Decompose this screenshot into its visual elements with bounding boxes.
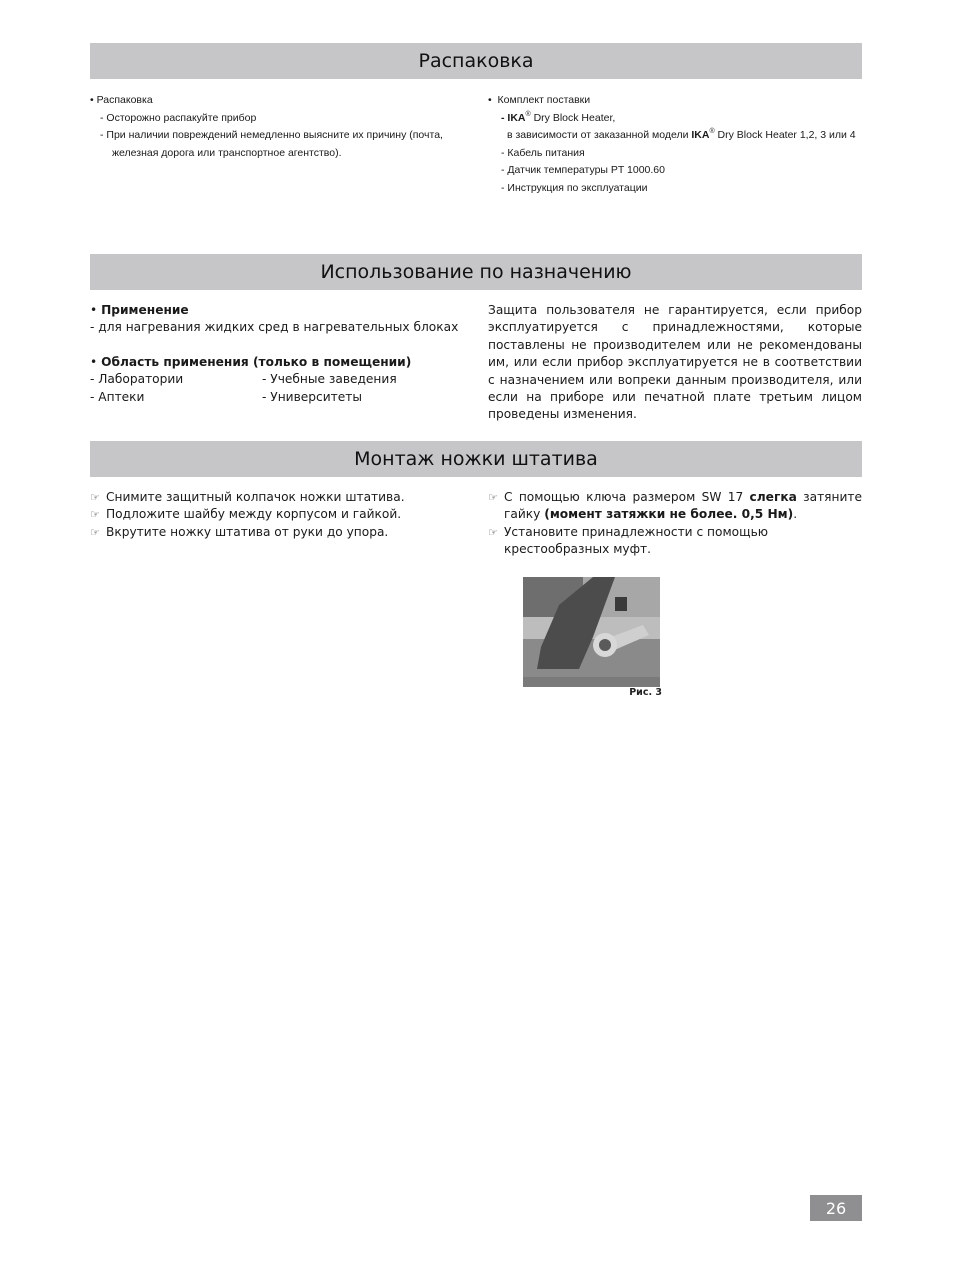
- bullet: •: [90, 354, 98, 369]
- delivery-scope-column: [488, 92, 862, 197]
- area-heading-text: Область применения (только в помещении): [101, 354, 412, 369]
- list-item: - Университеты: [262, 389, 362, 404]
- unpacking-heading-text: Распаковка: [96, 94, 153, 106]
- pointing-hand-icon: ☞: [90, 525, 100, 539]
- application-text: - для нагревания жидких сред в нагревательных блоках: [90, 320, 459, 335]
- section-title-unpacking: [90, 43, 862, 79]
- area-heading: [90, 354, 470, 371]
- list-item: - Учебные заведения: [262, 372, 397, 387]
- pointing-hand-icon: ☞: [488, 525, 498, 539]
- list-item: - Осторожно распакуйте прибор: [100, 111, 257, 124]
- list-item: [488, 127, 862, 145]
- list-item: - Лаборатории: [90, 372, 184, 387]
- pointing-hand-icon: ☞: [488, 491, 498, 504]
- section-title-text: Монтаж ножки штатива: [354, 448, 598, 470]
- application-heading: [90, 302, 470, 319]
- delivery-heading: [488, 92, 862, 110]
- unpacking-left-column: [90, 92, 470, 162]
- wrench-illustration: [523, 577, 660, 687]
- model-suffix: Dry Block Heater 1,2, 3 или 4: [714, 129, 856, 141]
- list-item: железная дорога или транспортное агентство).: [112, 146, 342, 159]
- page-number: [810, 1195, 862, 1221]
- model-prefix: в зависимости от заказанной модели: [507, 129, 692, 141]
- step-item: [488, 489, 862, 524]
- bullet: •: [90, 94, 94, 106]
- stand-steps-left: [90, 489, 470, 541]
- step-text: Снимите защитный колпачок ножки штатива.: [106, 490, 405, 504]
- step-text: Вкрутите ножку штатива от руки до упора.: [106, 524, 389, 539]
- registered-mark: ®: [709, 128, 715, 135]
- section-title-text: Использование по назначению: [320, 261, 632, 283]
- step-text-part: затяните гайку: [504, 490, 862, 522]
- section-title-text: Распаковка: [418, 50, 534, 72]
- step-text-bold: слегка: [749, 490, 797, 504]
- section-title-stand-mounting: [90, 441, 862, 477]
- step-text-part: С помощью ключа размером SW 17: [504, 490, 750, 504]
- figure-caption: Рис. 3: [629, 687, 662, 698]
- brand-text: IKA: [691, 129, 710, 141]
- page-number-text: 26: [825, 1198, 847, 1218]
- step-text: Установите принадлежности с помощью крестообразных муфт.: [504, 524, 769, 557]
- step-text: Подложите шайбу между корпусом и гайкой.: [106, 507, 402, 522]
- list-item: - Датчик температуры PT 1000.60: [501, 164, 665, 176]
- step-text-part: .: [793, 507, 798, 522]
- list-item: - Аптеки: [90, 389, 145, 404]
- bullet: •: [90, 303, 98, 317]
- step-item: [488, 524, 862, 559]
- intended-use-left-column: [90, 302, 470, 406]
- registered-mark: ®: [525, 110, 531, 118]
- pointing-hand-icon: ☞: [90, 508, 100, 522]
- pointing-hand-icon: ☞: [90, 491, 100, 504]
- protection-paragraph: [488, 302, 862, 424]
- figure-3-photo: [523, 577, 660, 687]
- list-item: [488, 110, 862, 128]
- step-text-bold: (момент затяжки не более. 0,5 Нм): [544, 507, 794, 522]
- protection-text: Защита пользователя не гарантируется, если прибор эксплуатируется с принадлежностями, которые поставлены не производителем или не рекомендованы им, или если прибор эксплуатируется не в соответствии с назначением или вопреки данным производителя, или если на приборе или печатной плате третьим лицом проведены изменения.: [488, 303, 862, 422]
- list-item: - Кабель питания: [501, 146, 585, 159]
- stand-steps-right: [488, 489, 862, 559]
- application-heading-text: Применение: [101, 303, 189, 317]
- unpacking-heading: [90, 92, 470, 110]
- delivery-heading-text: Комплект поставки: [497, 94, 591, 106]
- step-text: [504, 489, 862, 524]
- step-item: [90, 489, 470, 506]
- brand-text: - IKA: [501, 111, 526, 124]
- step-item: [90, 524, 470, 541]
- product-text: Dry Block Heater,: [530, 111, 616, 124]
- section-title-intended-use: [90, 254, 862, 290]
- list-item: - Инструкция по эксплуатации: [501, 181, 648, 194]
- list-item: - При наличии повреждений немедленно выясните их причину (почта,: [100, 129, 443, 141]
- step-item: [90, 506, 470, 523]
- bullet: •: [488, 94, 492, 106]
- area-list: [90, 371, 470, 406]
